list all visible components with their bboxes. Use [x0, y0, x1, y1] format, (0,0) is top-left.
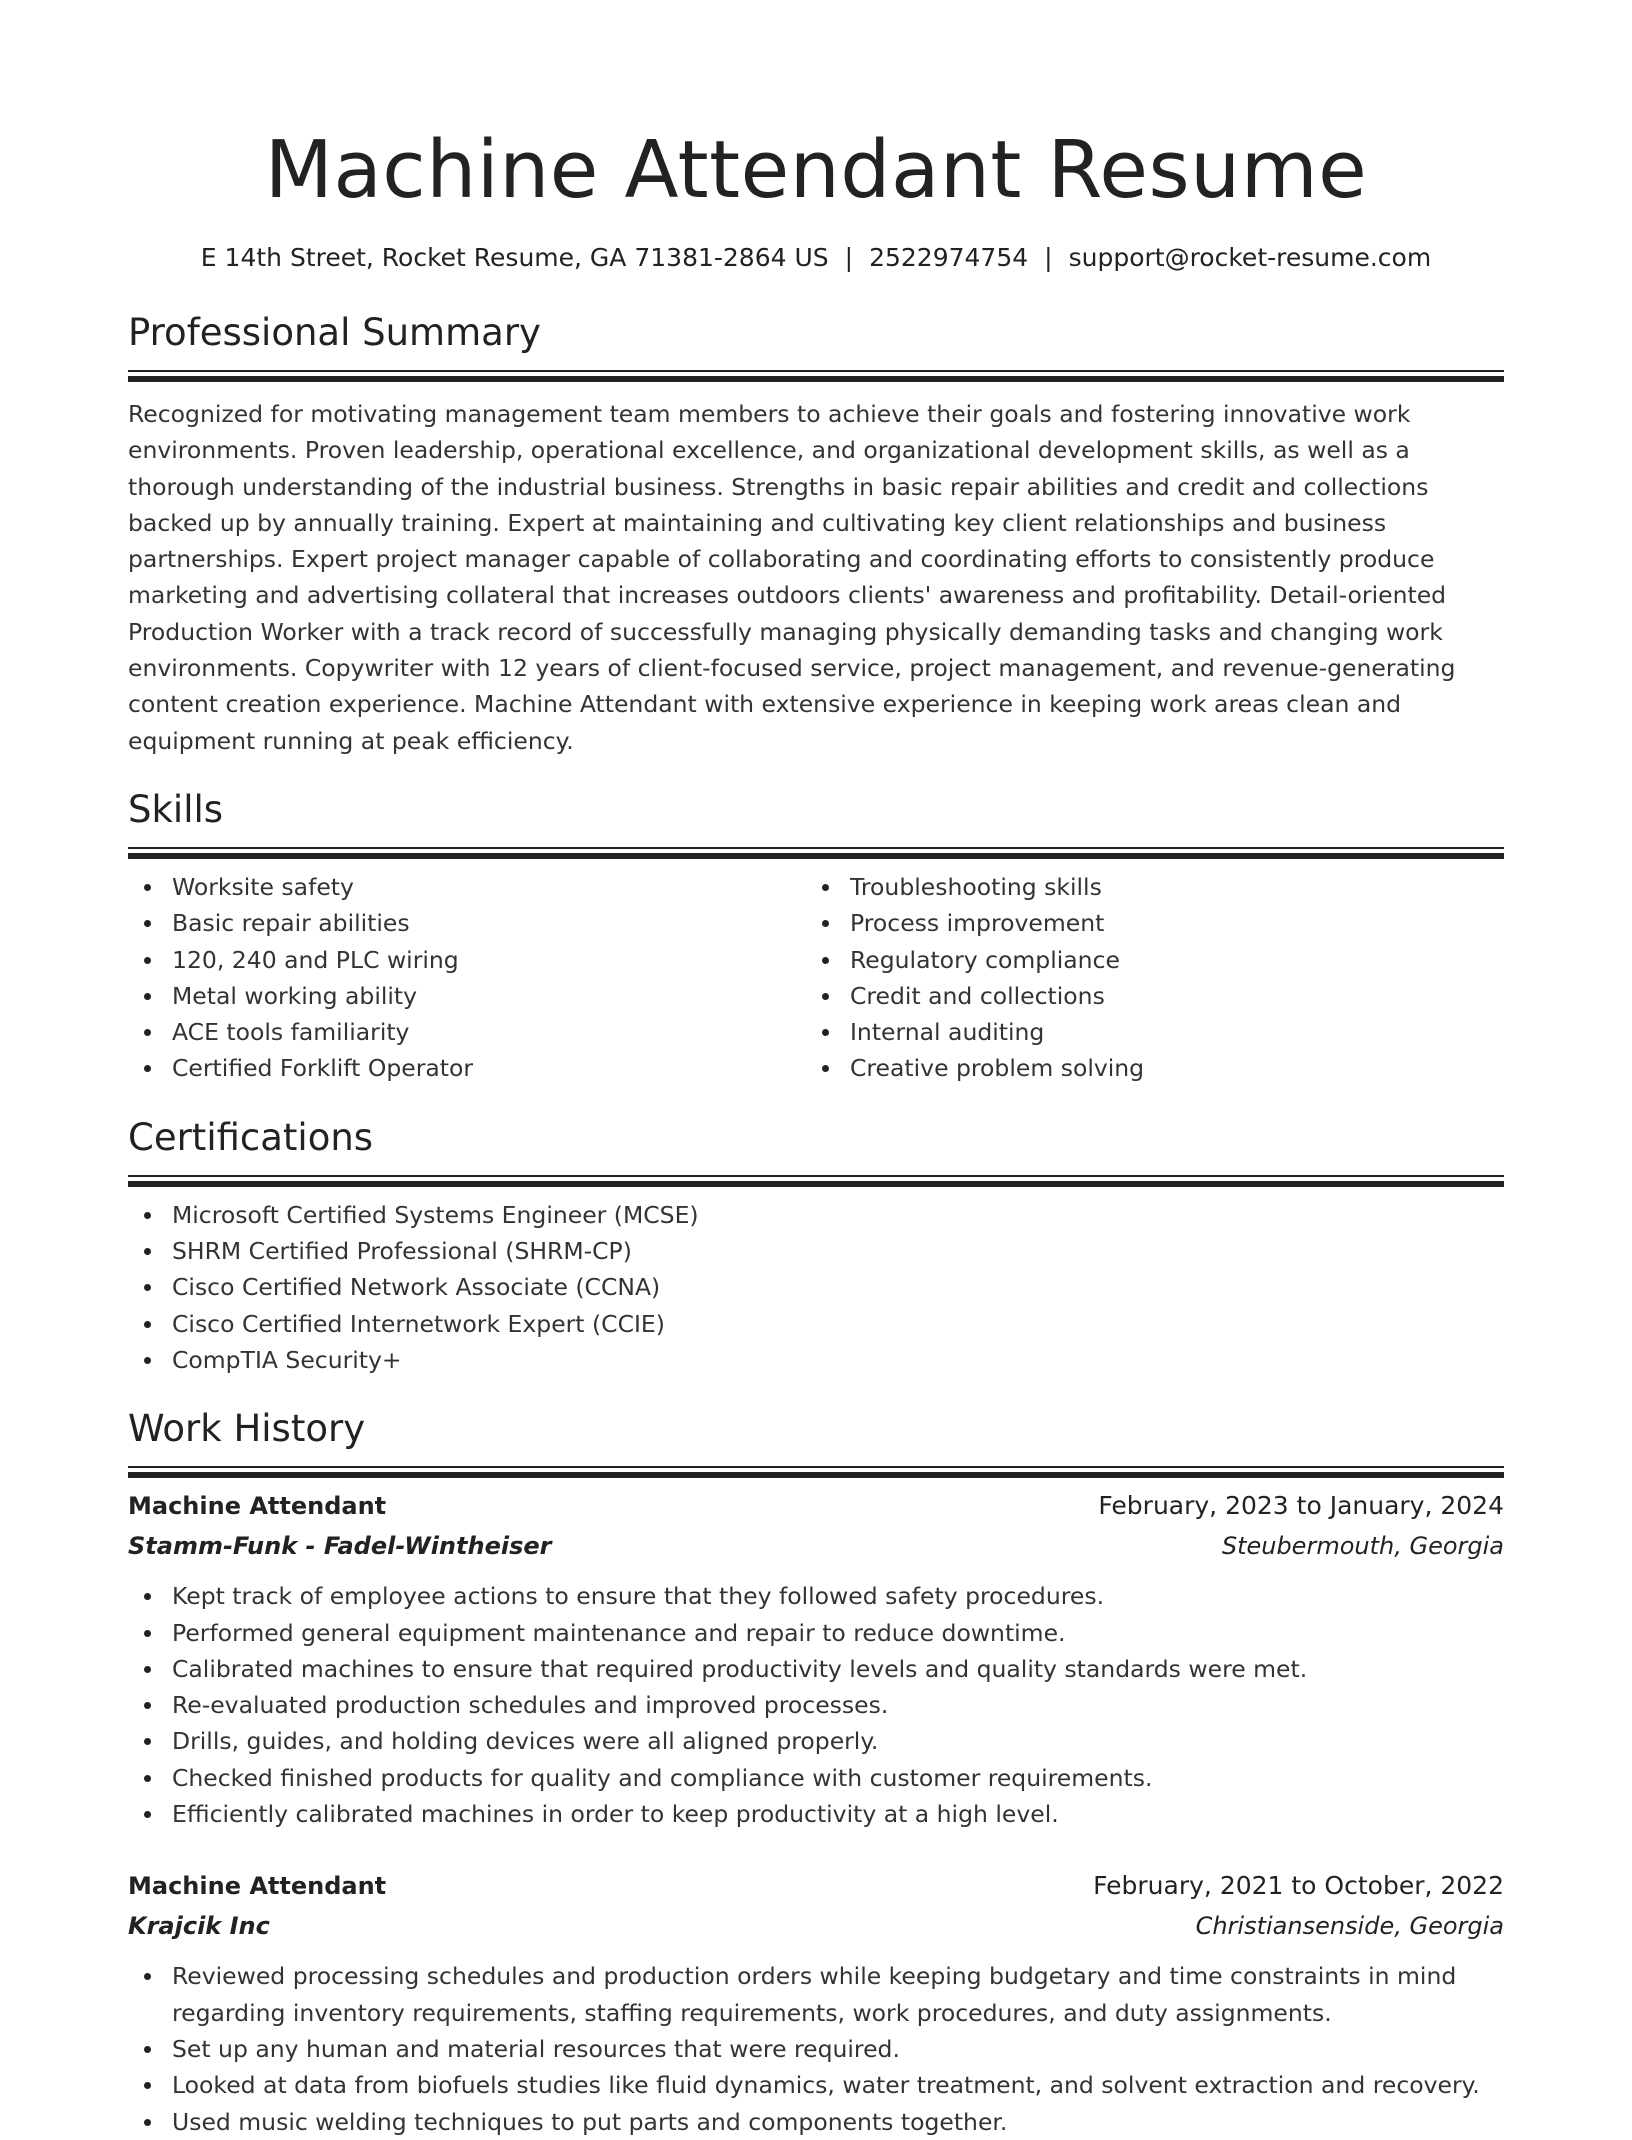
- skills-list-right: [806, 869, 1484, 1087]
- skill-item: Metal working ability: [128, 978, 806, 1014]
- job-company-row: [128, 1906, 1504, 1946]
- contact-email: support@rocket-resume.com: [1068, 243, 1432, 272]
- job-duty-item: Re-evaluated production schedules and improved processes.: [128, 1687, 1504, 1723]
- skill-item: Process improvement: [806, 905, 1484, 941]
- certification-item: Microsoft Certified Systems Engineer (MCSE): [128, 1197, 1504, 1233]
- skill-item: Creative problem solving: [806, 1050, 1484, 1086]
- job-location: Steubermouth, Georgia: [1221, 1532, 1504, 1561]
- job-header-row: [128, 1486, 1504, 1526]
- job-entry: [128, 1486, 1504, 1832]
- job-duty-item: Calibrated machines to ensure that required productivity levels and quality standards were met.: [128, 1651, 1504, 1687]
- contact-address: E 14th Street, Rocket Resume, GA 71381-2864 US: [200, 243, 829, 272]
- job-duty-item: Used music welding techniques to put parts and components together.: [128, 2104, 1504, 2140]
- skill-item: Certified Forklift Operator: [128, 1050, 806, 1086]
- job-duty-item: Drills, guides, and holding devices were all aligned properly.: [128, 1723, 1504, 1759]
- skill-item: 120, 240 and PLC wiring: [128, 942, 806, 978]
- contact-phone: 2522974754: [869, 243, 1029, 272]
- job-duty-item: Kept track of employee actions to ensure that they followed safety procedures.: [128, 1578, 1504, 1614]
- contact-separator: |: [844, 243, 854, 272]
- job-entry: [128, 1866, 1504, 2139]
- job-duty-item: Reviewed processing schedules and production orders while keeping budgetary and time constraints in mind regarding inventory requirements, staffing requirements, work procedures, and duty assignments.: [128, 1958, 1504, 2031]
- skill-item: Troubleshooting skills: [806, 869, 1484, 905]
- skill-item: Internal auditing: [806, 1014, 1484, 1050]
- job-header-row: [128, 1866, 1504, 1906]
- certification-item: Cisco Certified Internetwork Expert (CCIE): [128, 1306, 1504, 1342]
- job-duty-item: Checked finished products for quality and compliance with customer requirements.: [128, 1760, 1504, 1796]
- skills-grid: [128, 869, 1504, 1087]
- skill-item: Basic repair abilities: [128, 905, 806, 941]
- job-company: Krajcik Inc: [128, 1912, 270, 1941]
- section-title-skills: Skills: [128, 787, 224, 831]
- section-title-summary: Professional Summary: [128, 311, 541, 354]
- resume-title: Machine Attendant Resume: [264, 124, 1368, 216]
- job-title: Machine Attendant: [128, 1872, 387, 1901]
- job-duty-item: Performed general equipment maintenance and repair to reduce downtime.: [128, 1615, 1504, 1651]
- job-company-row: [128, 1526, 1504, 1566]
- job-duty-item: Efficiently calibrated machines in order to keep productivity at a high level.: [128, 1796, 1504, 1832]
- job-dates: February, 2023 to January, 2024: [1098, 1491, 1504, 1521]
- skill-item: Worksite safety: [128, 869, 806, 905]
- section-title-work-history: Work History: [128, 1407, 366, 1451]
- section-title-certifications: Certifications: [128, 1115, 374, 1159]
- skill-item: Credit and collections: [806, 978, 1484, 1014]
- section-divider: [128, 1466, 1504, 1478]
- contact-line: [128, 240, 1504, 276]
- resume-page: [128, 0, 1504, 2140]
- job-title: Machine Attendant: [128, 1492, 387, 1521]
- job-duties-list: [128, 1578, 1504, 1832]
- job-dates: February, 2021 to October, 2022: [1093, 1871, 1504, 1901]
- skills-section: [128, 787, 1504, 1087]
- work-history-section: [128, 1406, 1504, 2140]
- section-divider: [128, 847, 1504, 859]
- job-duty-item: Set up any human and material resources that were required.: [128, 2031, 1504, 2067]
- certification-item: CompTIA Security+: [128, 1342, 1504, 1378]
- job-location: Christiansenside, Georgia: [1195, 1912, 1504, 1941]
- contact-separator: |: [1044, 243, 1053, 272]
- summary-text: Recognized for motivating management team members to achieve their goals and fostering innovative work environments. Proven leadership, operational excellence, and organizational development skills, as well as a thorough understanding of the industrial business. Strengths in basic repair abilities and credit and collections backed up by annually training. Expert at maintaining and cultivating key client relationships and business partnerships. Expert project manager capable of collaborating and coordinating efforts to consistently produce marketing and advertising collateral that increases outdoors clients' awareness and profitability. Detail-oriented Production Worker with a track record of successfully managing physically demanding tasks and changing work environments. Copywriter with 12 years of client-focused service, project management, and revenue-generating content creation experience. Machine Attendant with extensive experience in keeping work areas clean and equipment running at peak efficiency.: [128, 400, 1456, 755]
- certifications-list: [128, 1197, 1504, 1378]
- certifications-section: [128, 1115, 1504, 1378]
- summary-section: [128, 310, 1504, 759]
- job-duties-list: [128, 1958, 1504, 2139]
- job-duty-item: Looked at data from biofuels studies like fluid dynamics, water treatment, and solvent extraction and recovery.: [128, 2067, 1504, 2103]
- section-divider: [128, 1175, 1504, 1187]
- certification-item: Cisco Certified Network Associate (CCNA): [128, 1269, 1504, 1305]
- skill-item: ACE tools familiarity: [128, 1014, 806, 1050]
- skills-list-left: [128, 869, 806, 1087]
- certification-item: SHRM Certified Professional (SHRM-CP): [128, 1233, 1504, 1269]
- job-company: Stamm-Funk - Fadel-Wintheiser: [128, 1532, 552, 1561]
- skill-item: Regulatory compliance: [806, 942, 1484, 978]
- section-divider: [128, 370, 1504, 382]
